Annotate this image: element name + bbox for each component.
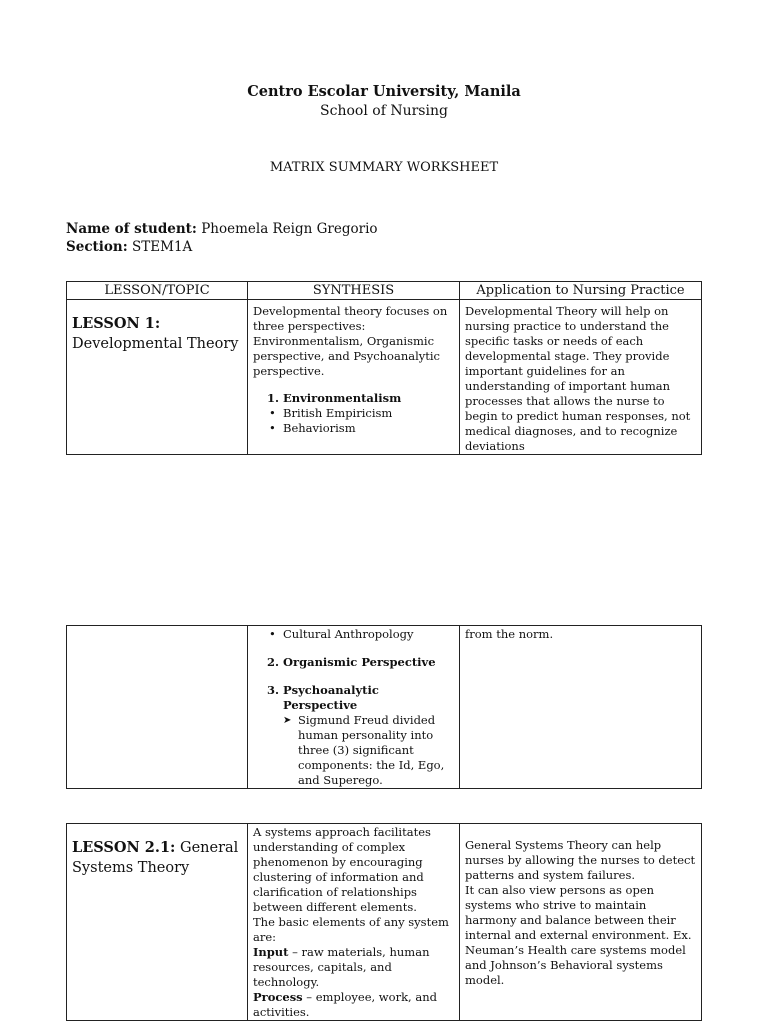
matrix-table-2 xyxy=(66,625,702,789)
lesson1-synthesis-cell xyxy=(248,300,460,455)
lesson1-topic: Developmental Theory xyxy=(72,336,239,352)
arrow-bullet-icon: ➤ xyxy=(283,715,292,726)
lesson2-synthesis-intro: A systems approach facilitates understanding of complex phenomenon by encouraging clustering of information and clarification of relationships between different elements. xyxy=(253,825,431,914)
lesson1-topic-cell xyxy=(67,300,248,455)
lesson1-cont-synthesis-cell xyxy=(248,626,460,789)
matrix-table-1 xyxy=(66,281,702,455)
lesson2-topic-a: General xyxy=(180,840,239,856)
lesson1-item2: 2. Organismic Perspective xyxy=(267,655,436,669)
lesson1-item1: 1. Environmentalism xyxy=(267,391,402,405)
lesson2-synthesis-cell xyxy=(248,824,460,1021)
lesson1-item3: 3. Psychoanalytic Perspective xyxy=(267,683,379,712)
lesson1-bullet3: • Cultural Anthropology xyxy=(253,627,454,642)
lesson1-application: Developmental Theory will help on nursing practice to understand the specific tasks or needs of each developmental stage. They provide important guidelines for an understanding of important human processes that allows the nurse to begin to predict human responses, not medical diagnoses, and to recognize deviations xyxy=(465,304,691,453)
lesson1-label: LESSON 1: xyxy=(72,315,161,332)
lesson1-bullet2: • Behaviorism xyxy=(253,421,454,436)
lesson2-application-1: General Systems Theory can help nurses by allowing the nurses to detect patterns and system failures. xyxy=(465,838,696,882)
header-application: Application to Nursing Practice xyxy=(460,282,702,300)
student-section: STEM1A xyxy=(132,239,193,255)
lesson1-cont-topic-cell xyxy=(67,626,248,789)
lesson2-topic-b: Systems Theory xyxy=(72,860,190,876)
lesson1-cont-application-cell xyxy=(460,626,702,789)
lesson2-process: Process – employee, work, and activities. xyxy=(253,990,437,1019)
university-name: Centro Escolar University, Manila xyxy=(247,83,521,100)
lesson1-application-cont: from the norm. xyxy=(465,627,554,641)
lesson1-synthesis-intro: Developmental theory focuses on three perspectives: Environmentalism, Organismic perspective, and Psychoanalytic perspective. xyxy=(253,304,448,378)
lesson2-input: Input – raw materials, human resources, capitals, and technology. xyxy=(253,945,430,989)
student-section-line xyxy=(66,239,192,255)
matrix-table-3 xyxy=(66,823,702,1021)
table-row xyxy=(67,300,702,455)
lesson1-application-cell xyxy=(460,300,702,455)
worksheet-title: MATRIX SUMMARY WORKSHEET xyxy=(269,160,499,175)
school-name: School of Nursing xyxy=(320,103,448,119)
table-row xyxy=(67,626,702,789)
table-row xyxy=(67,824,702,1021)
lesson1-bullet1: • British Empiricism xyxy=(253,406,454,421)
lesson1-sub1: ➤ Sigmund Freud divided human personality into three (3) significant components: the Id, Ego, and Superego. xyxy=(283,713,445,787)
student-name: Phoemela Reign Gregorio xyxy=(201,221,378,237)
header-synthesis: SYNTHESIS xyxy=(248,282,460,300)
header-lesson-topic: LESSON/TOPIC xyxy=(67,282,248,300)
lesson2-application-2: It can also view persons as open systems who strive to maintain harmony and balance between their internal and external environment. Ex. Neuman’s Health care systems model and Johnson’s Behavioral systems model. xyxy=(465,883,692,987)
table-header-row xyxy=(67,282,702,300)
lesson2-topic-cell xyxy=(67,824,248,1021)
student-name-line xyxy=(66,221,378,237)
student-name-label: Name of student: xyxy=(66,221,197,237)
lesson2-application-cell xyxy=(460,824,702,1021)
student-section-label: Section: xyxy=(66,239,128,255)
lesson2-label: LESSON 2.1: xyxy=(72,839,176,856)
lesson2-synthesis-basic: The basic elements of any system are: xyxy=(253,915,449,944)
